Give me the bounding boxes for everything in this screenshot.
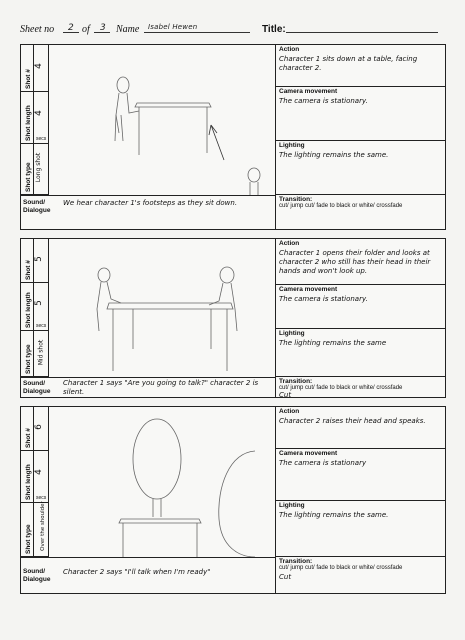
action-label: Action <box>279 408 300 415</box>
transition-cell <box>276 195 445 231</box>
sound-dialogue-label: Sound/ Dialogue <box>23 568 51 583</box>
shot-number-label: Shot # <box>25 428 32 448</box>
sound-dialogue-label: Sound/ Dialogue <box>23 199 51 214</box>
storyboard-panel-3 <box>20 406 446 594</box>
shot-number-label: Shot # <box>25 69 32 89</box>
transition-options: cut/ jump cut/ fade to black or white/ crossfade <box>279 565 403 571</box>
lighting-text: The lighting remains the same <box>279 339 387 347</box>
camera-movement-text: The camera is stationary. <box>279 295 368 303</box>
action-label: Action <box>279 240 300 247</box>
shot-length-label: Shot length <box>25 105 32 141</box>
action-text: Character 2 raises their head and speaks. <box>279 417 426 425</box>
shot-number-label: Shot # <box>25 260 32 280</box>
lighting-text: The lighting remains the same. <box>279 151 389 159</box>
dialogue-text: We hear character 1's footsteps as they sit down. <box>63 199 238 207</box>
dialogue-row <box>21 557 276 593</box>
lighting-text: The lighting remains the same. <box>279 511 389 519</box>
action-text: Character 1 sits down at a table, facing character 2. <box>279 55 418 72</box>
shot-length-value: 4 <box>33 469 44 475</box>
secs-label: secs <box>36 136 47 142</box>
camera-movement-text: The camera is stationary. <box>279 97 368 105</box>
sketch-drawing <box>49 45 276 195</box>
transition-options: cut/ jump cut/ fade to black or white/ crossfade <box>279 203 403 209</box>
camera-movement-text: The camera is stationary <box>279 459 367 467</box>
camera-movement-label: Camera movement <box>279 88 338 95</box>
transition-cell <box>276 377 445 399</box>
sketch-drawing <box>49 239 276 377</box>
storyboard-panel-2 <box>20 238 446 398</box>
secs-label: secs <box>36 323 47 329</box>
dialogue-row <box>21 377 276 397</box>
dialogue-row <box>21 195 276 229</box>
shot-length-value: 4 <box>33 110 44 116</box>
dialogue-text: Character 1 says "Are you going to talk?" character 2 is silent. <box>63 379 259 396</box>
action-text: Character 1 opens their folder and looks at character 2 who still has their head in their hands and won't look up. <box>279 249 431 275</box>
shot-type-label: Shot type <box>25 524 32 554</box>
shot-length-label: Shot length <box>25 292 32 328</box>
sheet-header <box>20 22 450 40</box>
camera-movement-label: Camera movement <box>279 286 338 293</box>
shot-type-label: Shot type <box>25 162 32 192</box>
dialogue-text: Character 2 says "I'll talk when I'm ready" <box>63 568 211 576</box>
name-label: Name <box>116 24 140 35</box>
sketch-frame <box>49 45 276 195</box>
secs-label: secs <box>36 495 47 501</box>
shot-number-value: 6 <box>33 424 44 430</box>
of-label: of <box>82 24 90 35</box>
camera-movement-label: Camera movement <box>279 450 338 457</box>
title-label: Title: <box>262 24 286 35</box>
sketch-frame <box>49 407 276 557</box>
sheet-total: 3 <box>100 23 106 33</box>
transition-options: cut/ jump cut/ fade to black or white/ crossfade <box>279 385 403 391</box>
transition-label: Transition: <box>279 558 313 565</box>
transition-value: Cut <box>279 391 292 399</box>
shot-type-value: Mid shot <box>37 339 45 366</box>
shot-number-value: 4 <box>33 63 44 69</box>
sketch-drawing <box>49 407 276 557</box>
shot-type-label: Shot type <box>25 344 32 374</box>
transition-value: Cut <box>279 573 292 581</box>
shot-length-value: 5 <box>33 300 44 306</box>
storyboard-panel-1 <box>20 44 446 230</box>
transition-label: Transition: <box>279 196 313 203</box>
sketch-frame <box>49 239 276 377</box>
shot-length-label: Shot length <box>25 464 32 500</box>
sound-dialogue-label: Sound/ Dialogue <box>23 380 51 395</box>
sheet-number: 2 <box>68 23 74 33</box>
lighting-label: Lighting <box>279 502 305 509</box>
shot-number-value: 5 <box>33 256 44 262</box>
transition-label: Transition: <box>279 378 313 385</box>
transition-cell <box>276 557 445 595</box>
shot-type-value: Over the shoulder <box>39 501 46 551</box>
lighting-label: Lighting <box>279 142 305 149</box>
sheet-label: Sheet no <box>20 24 55 35</box>
lighting-label: Lighting <box>279 330 305 337</box>
name-value: Isabel Hewen <box>148 23 198 31</box>
action-label: Action <box>279 46 300 53</box>
shot-type-value: Long shot <box>35 152 43 183</box>
